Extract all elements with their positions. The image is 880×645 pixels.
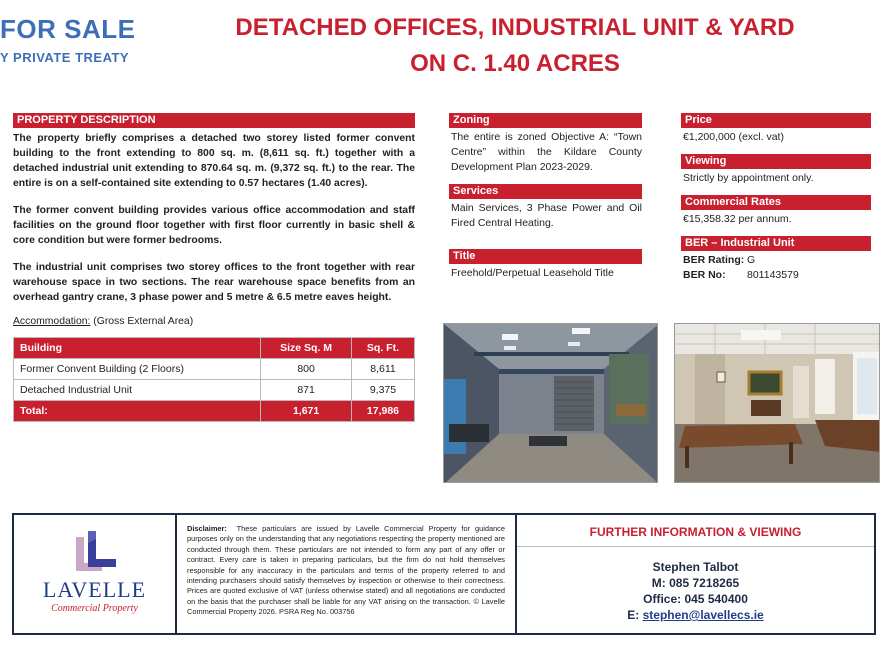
- right-column: [681, 113, 871, 290]
- description-paragraph-1: The property briefly comprises a detached two storey listed former convent building to the front extending to 800 sq. m. (8,611 sq. ft.) together with a detached industrial unit extending to 870.64 sq. m. (9,372 sq. ft.) to the rear. The entire is on a self-contained site extending to 0.57 hectares (1.40 acres).: [13, 133, 415, 189]
- disclaimer: [177, 515, 517, 633]
- for-sale-heading: FOR SALE: [0, 14, 136, 44]
- lavelle-logo: [14, 515, 177, 633]
- lavelle-logo-subtitle: Commercial Property: [51, 603, 138, 614]
- price-title: Price: [681, 113, 871, 128]
- contact-name: Stephen Talbot: [652, 560, 739, 574]
- table-cell: 9,375: [351, 380, 414, 401]
- headline-line-1: DETACHED OFFICES, INDUSTRIAL UNIT & YARD: [235, 14, 795, 41]
- accommodation-note: (Gross External Area): [90, 316, 194, 327]
- viewing-body: Strictly by appointment only.: [683, 172, 814, 184]
- lavelle-logo-name: LAVELLE: [42, 577, 147, 602]
- services-section: [449, 184, 642, 231]
- disclaimer-label: Disclaimer:: [187, 524, 227, 533]
- services-title: Services: [449, 184, 642, 199]
- table-cell: 8,611: [351, 359, 414, 380]
- accommodation-label: [13, 316, 415, 327]
- accommodation-table: [13, 337, 415, 422]
- contact-email-prefix: E:: [627, 608, 643, 622]
- table-cell: Detached Industrial Unit: [14, 380, 261, 401]
- ber-number-value: 801143579: [747, 269, 799, 281]
- title-title: Title: [449, 249, 642, 264]
- ber-rating-label: BER Rating:: [683, 254, 745, 266]
- table-header-row: [14, 338, 415, 359]
- description-paragraph-2: The former convent building provides various office accommodation and staff facilities on the ground floor together with first floor currently in basic shell & core condition but were former bedrooms.: [13, 205, 415, 246]
- title-section: [449, 249, 642, 281]
- viewing-section: [681, 154, 871, 186]
- ber-number-row: [681, 268, 871, 283]
- lavelle-logo-icon: [72, 527, 120, 575]
- description-paragraph-3: The industrial unit comprises two storey offices to the front together with rear warehouse space in two sections. The rear warehouse space benefits from an overhead gantry crane, 3 phase power and 5 metre & 6.5 metre eaves height.: [13, 262, 415, 303]
- contact-section: [517, 515, 874, 633]
- office-interior-image: [675, 324, 880, 483]
- price-section: [681, 113, 871, 145]
- total-sq-m: 1,671: [261, 401, 352, 422]
- total-label: Total:: [14, 401, 261, 422]
- title-body: Freehold/Perpetual Leasehold Title: [451, 267, 614, 279]
- private-treaty-label: Y PRIVATE TREATY: [0, 50, 130, 65]
- warehouse-interior-image: [444, 324, 658, 483]
- accommodation-heading: Accommodation:: [13, 316, 91, 327]
- contact-office-phone: Office: 045 540400: [643, 592, 748, 606]
- services-body: Main Services, 3 Phase Power and Oil Fired Central Heating.: [451, 202, 642, 229]
- zoning-title: Zoning: [449, 113, 642, 128]
- property-description-body: [13, 131, 415, 305]
- column-header-building: Building: [14, 338, 261, 359]
- commercial-rates-title: Commercial Rates: [681, 195, 871, 210]
- viewing-title: Viewing: [681, 154, 871, 169]
- commercial-rates-section: [681, 195, 871, 227]
- table-cell: Former Convent Building (2 Floors): [14, 359, 261, 380]
- footer: [12, 513, 876, 635]
- zoning-section: [449, 113, 642, 175]
- ber-number-label: BER No:: [683, 269, 726, 281]
- contact-title: FURTHER INFORMATION & VIEWING: [589, 525, 802, 539]
- disclaimer-text: These particulars are issued by Lavelle Commercial Property for guidance purposes only on the understanding that any negotiations respecting the property mentioned are conducted through them. These particulars are not intended to form any part of any offer or contract. Every care is taken in preparing particulars, but the firm do not hold themselves responsible for any inaccuracy in the particulars and terms of the property referred to and intending purchasers should satisfy themselves by inspection or otherwise to their correctness. Prices are quoted exclusive of VAT (unless otherwise stated) and all negotiations are conducted on the basis that the purchaser shall be liable for any VAT arising on the transaction. © Lavelle Commercial Property 2026. PSRA Reg No. 003756: [187, 524, 505, 617]
- zoning-body: The entire is zoned Objective A: “Town Centre” within the Kildare County Development Plan 2023-2029.: [451, 131, 642, 173]
- table-total-row: [14, 401, 415, 422]
- column-header-sq-m: Size Sq. M: [261, 338, 352, 359]
- property-description-title: PROPERTY DESCRIPTION: [13, 113, 415, 128]
- total-sq-ft: 17,986: [351, 401, 414, 422]
- ber-section: [681, 236, 871, 283]
- table-cell: 800: [261, 359, 352, 380]
- ber-title: BER – Industrial Unit: [681, 236, 871, 251]
- table-row: [14, 359, 415, 380]
- contact-details: [517, 559, 874, 623]
- ber-rating-value: G: [747, 254, 756, 266]
- ber-rating-row: [681, 253, 871, 268]
- page-title: [215, 10, 815, 82]
- commercial-rates-body: €15,358.32 per annum.: [683, 213, 792, 225]
- table-cell: 871: [261, 380, 352, 401]
- middle-column: [449, 113, 642, 288]
- contact-divider: [517, 546, 874, 547]
- property-description-section: [13, 113, 415, 422]
- contact-email-link[interactable]: stephen@lavellecs.ie: [642, 608, 764, 622]
- contact-email-row: [517, 607, 874, 623]
- price-body: €1,200,000 (excl. vat): [683, 131, 784, 143]
- headline-line-2: ON C. 1.40 ACRES: [410, 50, 620, 77]
- contact-mobile: M: 085 7218265: [651, 576, 740, 590]
- table-row: [14, 380, 415, 401]
- warehouse-photo: [443, 323, 658, 483]
- column-header-sq-ft: Sq. Ft.: [351, 338, 414, 359]
- office-photo: [674, 323, 880, 483]
